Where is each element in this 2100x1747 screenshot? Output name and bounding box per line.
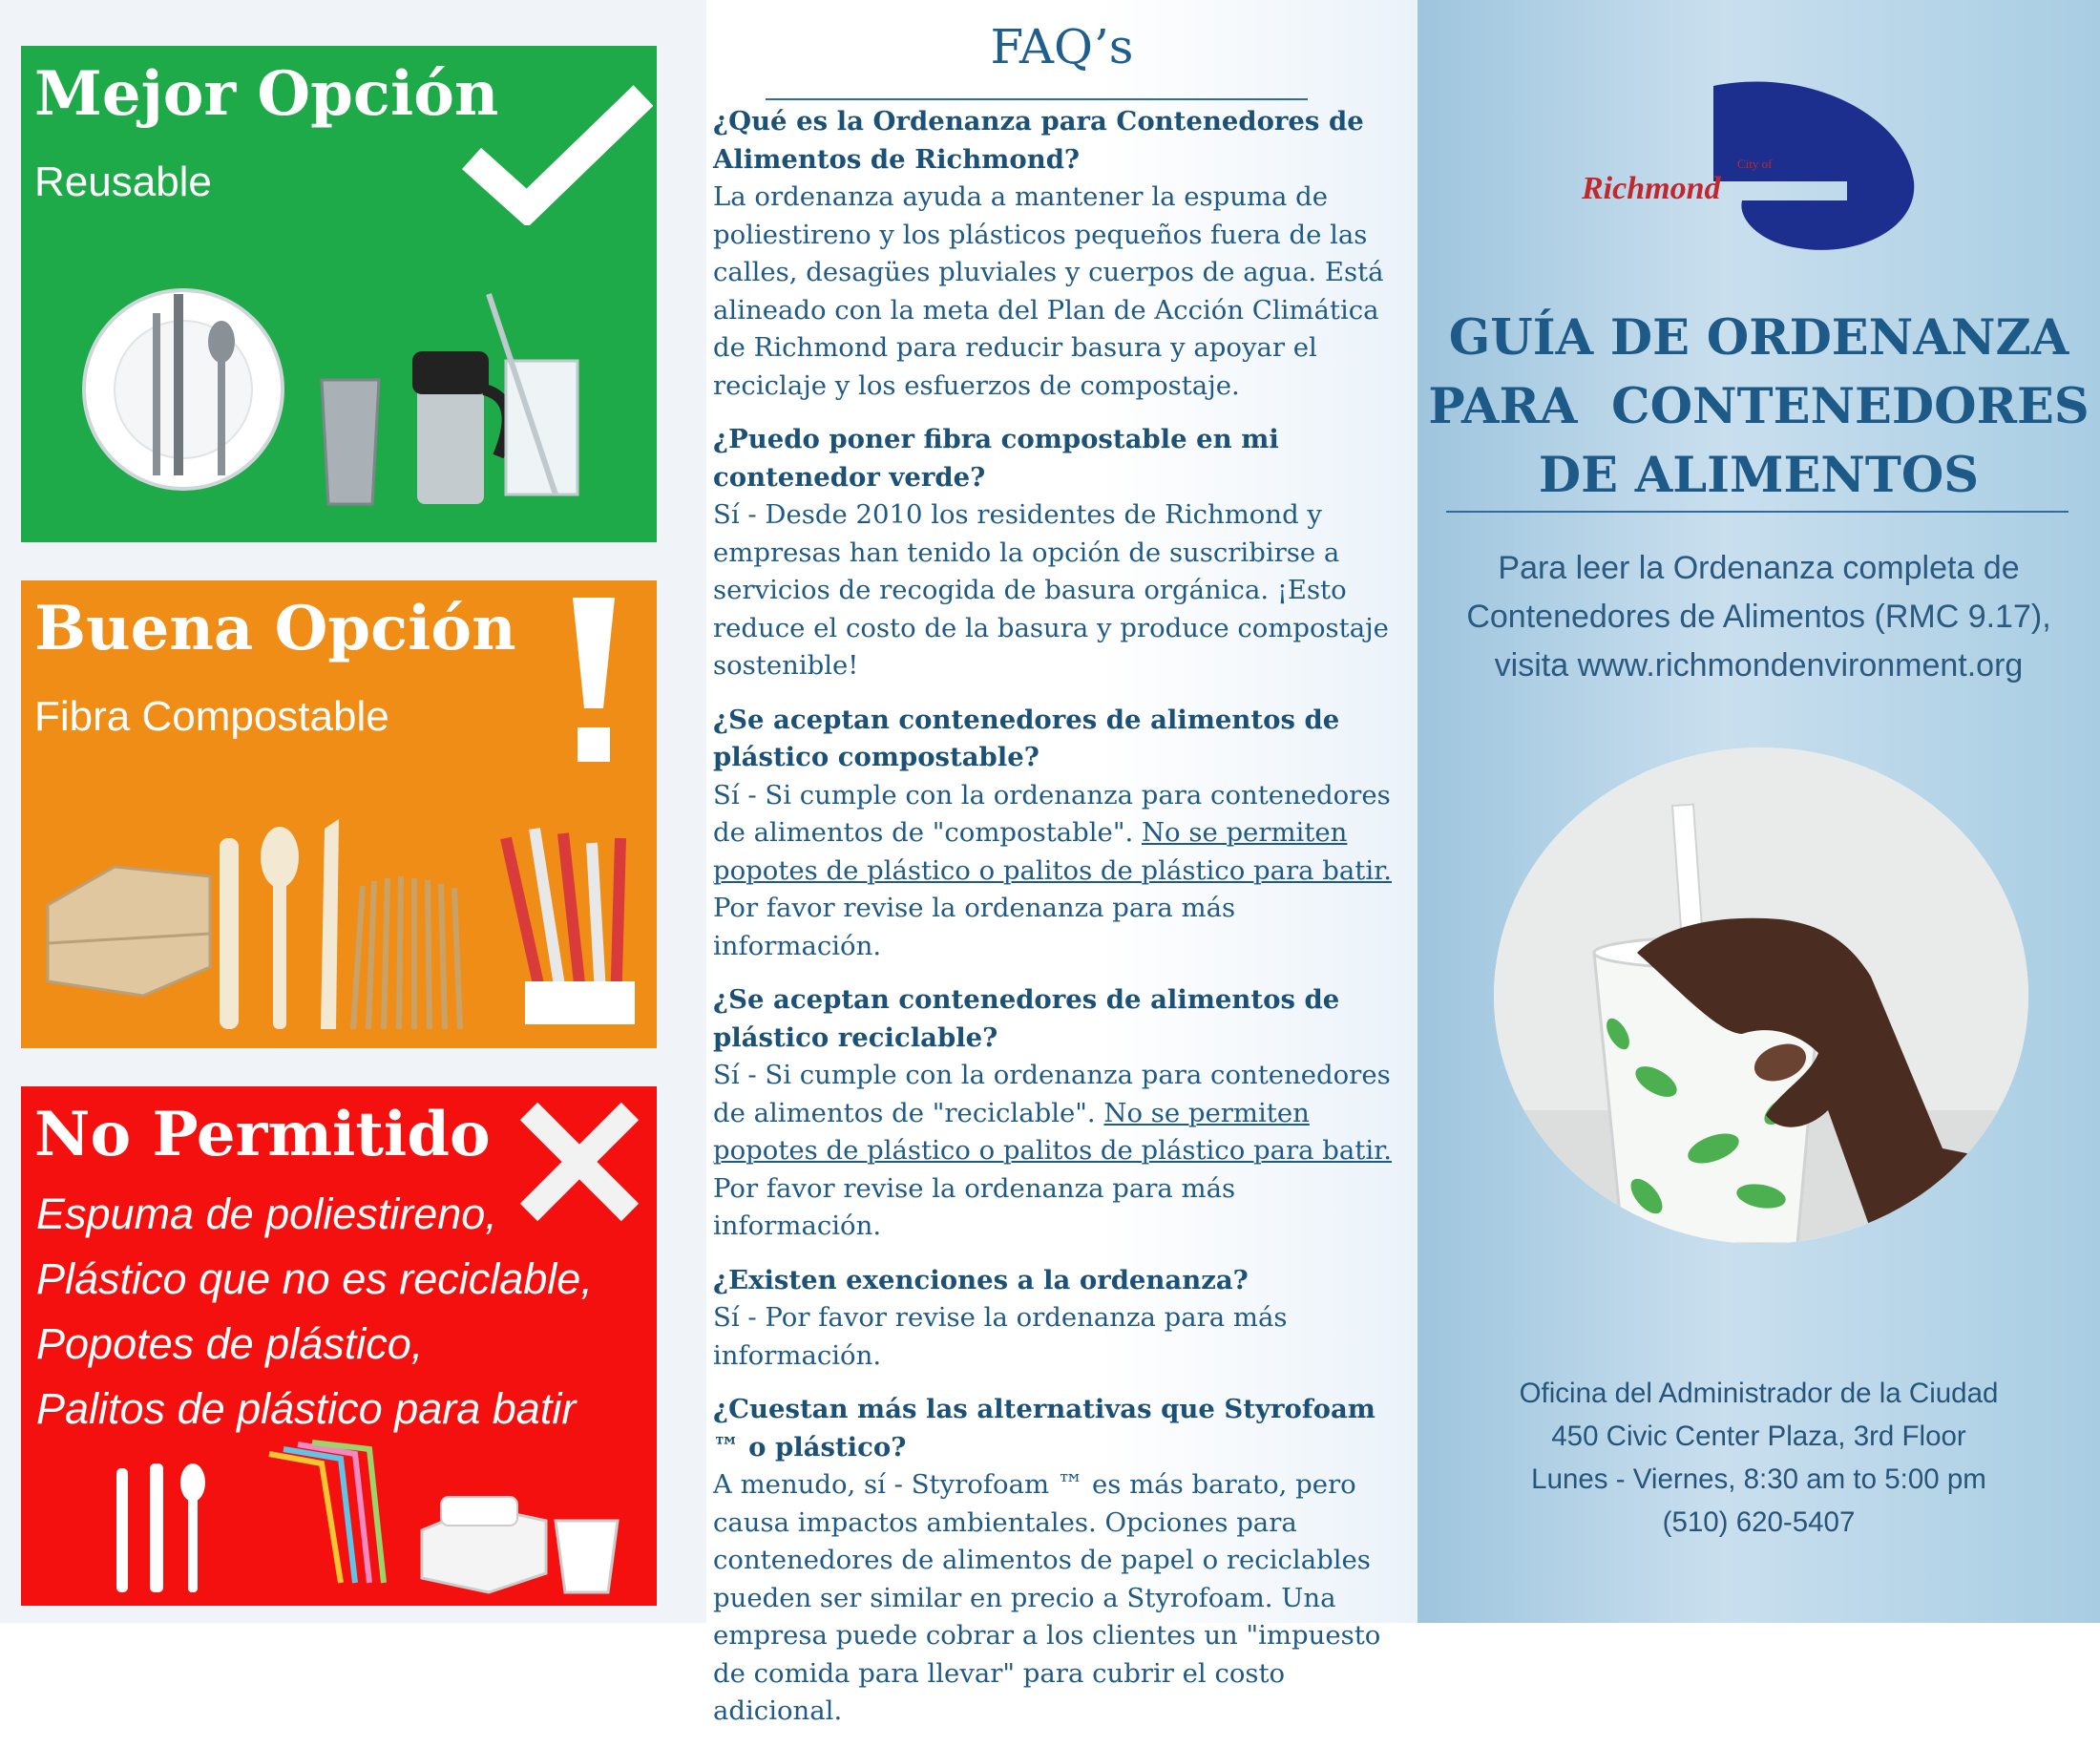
cover-column	[1418, 0, 2100, 1623]
faq-question: ¿Se aceptan contenedores de alimentos de plástico compostable?	[713, 704, 1340, 772]
office-line: 450 Civic Center Plaza, 3rd Floor	[1551, 1421, 1966, 1452]
logo-name-text: Richmond	[1582, 171, 1721, 206]
faq-item	[713, 1391, 1410, 1731]
brochure-title	[1418, 304, 2100, 510]
faq-column	[706, 0, 1418, 1726]
logo-small-text: City of	[1737, 157, 1773, 171]
title-line: GUÍA DE ORDENANZA	[1448, 309, 2069, 367]
faq-question: ¿Cuestan más las alternativas que Styrofoam ™ o plástico?	[713, 1394, 1376, 1463]
faq-answer	[713, 1057, 1410, 1246]
faq-answer-text: Por favor revise la ordenanza para más información.	[713, 1172, 1236, 1241]
not-allowed-title: No Permitido	[34, 1099, 491, 1170]
good-option-subtitle: Fibra Compostable	[34, 693, 389, 740]
faq-answer: A menudo, sí - Styrofoam ™ es más barato, pero causa impactos ambientales. Opciones para contenedores de alimentos de papel o reciclables pueden ser similar en precio a Styrofoam. Una empresa puede cobrar a los clientes un "impuesto de comida para llevar" para cubrir el costo adicional.	[713, 1469, 1381, 1726]
title-divider	[1446, 511, 2068, 513]
not-allowed-list	[36, 1182, 593, 1442]
not-allowed-panel	[21, 1086, 657, 1606]
faq-answer-text: Por favor revise la ordenanza para más información.	[713, 893, 1236, 961]
not-allowed-item: Espuma de poliestireno,	[36, 1189, 497, 1238]
best-option-panel	[21, 46, 657, 542]
office-line: (510) 620-5407	[1662, 1506, 1856, 1538]
best-option-title: Mejor Opción	[34, 58, 499, 130]
faq-question: ¿Se aceptan contenedores de alimentos de plástico reciclable?	[713, 984, 1340, 1053]
faq-question: ¿Puedo poner fibra compostable en mi contenedor verde?	[713, 424, 1279, 493]
not-allowed-item: Palitos de plástico para batir	[36, 1384, 577, 1433]
faq-answer: Sí - Por favor revise la ordenanza para más información.	[713, 1302, 1288, 1371]
faq-list	[713, 103, 1410, 1747]
richmond-logo	[1570, 76, 1933, 258]
checkmark-icon	[462, 82, 653, 225]
title-line: DE ALIMENTOS	[1538, 447, 1980, 504]
hand-holding-cup-illustration	[1494, 747, 2028, 1244]
faq-question: ¿Qué es la Ordenanza para Contenedores de Alimentos de Richmond?	[713, 106, 1364, 175]
faq-question: ¿Existen exenciones a la ordenanza?	[713, 1264, 1249, 1295]
not-allowed-items-illustration	[97, 1440, 632, 1602]
not-allowed-item: Plástico que no es reciclable,	[36, 1254, 593, 1303]
read-line: Contenedores de Alimentos (RMC 9.17),	[1466, 599, 2051, 635]
faq-item	[713, 702, 1410, 966]
read-more-text	[1418, 544, 2100, 690]
faq-divider	[766, 98, 1308, 100]
compostable-items-illustration	[38, 800, 649, 1048]
cup-photo	[1494, 747, 2028, 1244]
office-line: Oficina del Administrador de la Ciudad	[1519, 1378, 1999, 1409]
faq-answer	[713, 777, 1410, 966]
read-line: visita www.richmondenvironment.org	[1494, 647, 2024, 684]
not-allowed-item: Popotes de plástico,	[36, 1319, 424, 1368]
exclamation-icon	[565, 594, 622, 766]
faq-answer-text: Sí - Si cumple con la ordenanza para contenedores de alimentos de "reciclable".	[713, 1060, 1391, 1128]
faq-answer: La ordenanza ayuda a mantener la espuma de poliestireno y los plásticos pequeños fuera de las calles, desagües pluviales y cuerpos de agua. Está alineado con la meta del Plan de Acción Climática de Richmond para reducir basura y apoyar el reciclaje y los esfuerzos de compostaje.	[713, 181, 1384, 401]
faq-answer-text: Sí - Si cumple con la ordenanza para contenedores de alimentos de "compostable".	[713, 779, 1391, 848]
best-option-subtitle: Reusable	[34, 158, 212, 205]
read-line: Para leer la Ordenanza completa de	[1498, 550, 2020, 586]
faq-item	[713, 1262, 1410, 1376]
faq-answer-underlined: No se permiten popotes de plástico o palitos de plástico para batir.	[713, 1097, 1392, 1166]
reusable-items-illustration	[78, 256, 613, 542]
left-column	[0, 0, 706, 1623]
faq-item	[713, 103, 1410, 405]
faq-answer: Sí - Desde 2010 los residentes de Richmond y empresas han tenido la opción de suscribirse a servicios de recogida de basura orgánica. ¡Esto reduce el costo de la basura y produce compostaje sostenible!	[713, 499, 1389, 681]
faq-item	[713, 421, 1410, 685]
office-info	[1418, 1372, 2100, 1544]
title-line: PARA CONTENEDORES	[1428, 378, 2090, 435]
good-option-panel	[21, 580, 657, 1048]
faq-item	[713, 981, 1410, 1246]
office-line: Lunes - Viernes, 8:30 am to 5:00 pm	[1531, 1463, 1986, 1495]
faq-answer-underlined: No se permiten popotes de plástico o palitos de plástico para batir.	[713, 817, 1392, 886]
faq-title: FAQ’s	[990, 19, 1134, 74]
good-option-title: Buena Opción	[34, 593, 516, 664]
